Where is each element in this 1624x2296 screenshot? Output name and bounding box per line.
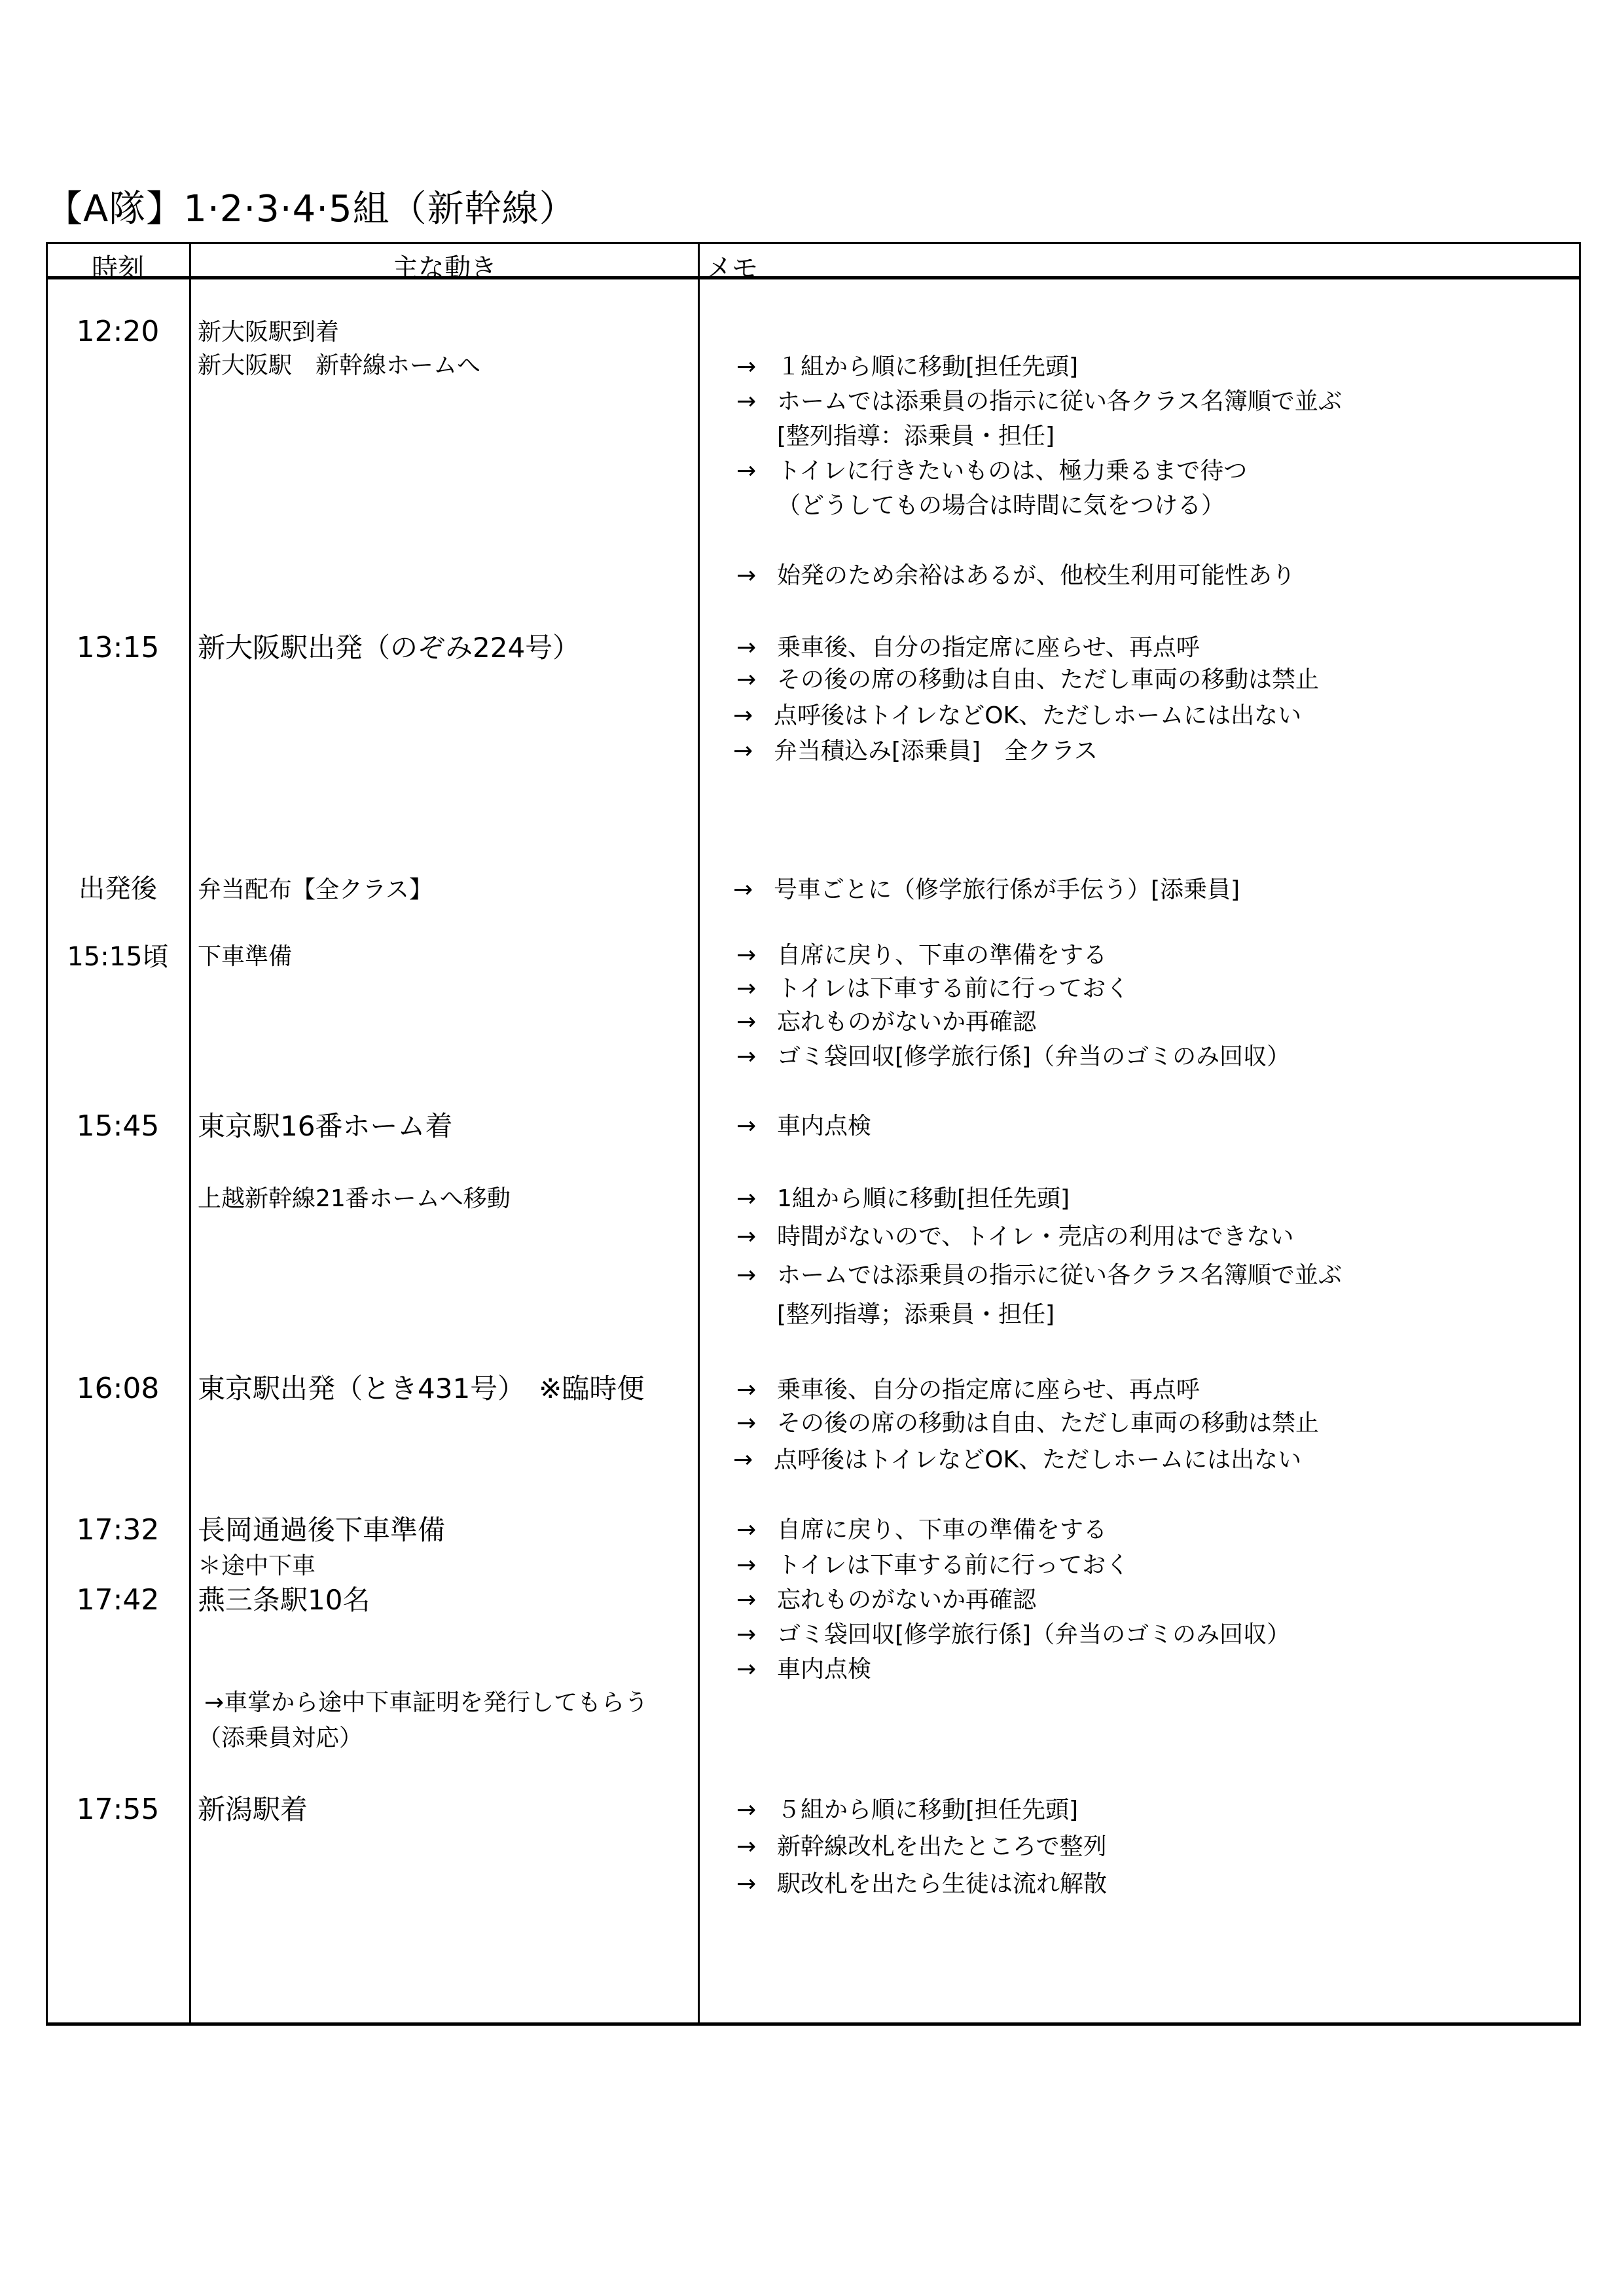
row-time-secondary: 17:42 bbox=[76, 1583, 160, 1617]
header-memo: メモ bbox=[706, 253, 758, 283]
row-action: 新潟駅着 bbox=[198, 1793, 308, 1825]
arrow-right-icon: → bbox=[736, 353, 757, 380]
memo-line: → その後の席の移動は自由、ただし車両の移動は禁止 bbox=[736, 666, 1320, 693]
arrow-right-icon: → bbox=[736, 1656, 757, 1683]
memo-line: → 忘れものがないか再確認 bbox=[736, 1587, 1037, 1613]
memo-line: → 始発のため余裕はあるが、他校生利用可能性あり bbox=[736, 562, 1296, 589]
arrow-right-icon: → bbox=[736, 1871, 757, 1897]
arrow-right-icon: → bbox=[736, 975, 757, 1002]
arrow-right-icon: → bbox=[736, 1410, 757, 1437]
memo-line: → 乗車後、自分の指定席に座らせ、再点呼 bbox=[736, 1376, 1200, 1403]
memo-line: → その後の席の移動は自由、ただし車両の移動は禁止 bbox=[736, 1410, 1320, 1437]
memo-line: → 自席に戻り、下車の準備をする bbox=[736, 1516, 1108, 1543]
row-action: 弁当配布【全クラス】 bbox=[198, 876, 433, 903]
arrow-right-icon: → bbox=[736, 562, 757, 589]
memo-line: → ホームでは添乗員の指示に従い各クラス名簿順で並ぶ bbox=[736, 1262, 1342, 1289]
row-action: 新大阪駅出発（のぞみ224号） bbox=[198, 632, 581, 664]
arrow-right-icon: → bbox=[736, 1113, 757, 1139]
row-time: 15:15頃 bbox=[67, 942, 169, 972]
row-time: 17:55 bbox=[76, 1793, 160, 1826]
memo-line: → 号車ごとに（修学旅行係が手伝う）[添乗員] bbox=[733, 876, 1240, 903]
memo-line: → ゴミ袋回収[修学旅行係]（弁当のゴミのみ回収） bbox=[736, 1621, 1291, 1648]
memo-line: [整列指導；添乗員・担任] bbox=[777, 1301, 1055, 1328]
arrow-right-icon: → bbox=[736, 1262, 757, 1289]
arrow-right-icon: → bbox=[736, 1552, 757, 1579]
memo-line: → 自席に戻り、下車の準備をする bbox=[736, 942, 1108, 969]
row-action: （添乗員対応） bbox=[198, 1725, 363, 1751]
header-time: 時刻 bbox=[92, 253, 144, 283]
header-action: 主な動き bbox=[392, 253, 497, 283]
row-time: 16:08 bbox=[76, 1372, 160, 1405]
arrow-right-icon: → bbox=[736, 1043, 757, 1070]
memo-line: → 乗車後、自分の指定席に座らせ、再点呼 bbox=[736, 634, 1200, 661]
arrow-right-icon: → bbox=[736, 1185, 757, 1212]
row-action: 新大阪駅 新幹線ホームへ bbox=[198, 352, 481, 379]
arrow-right-icon: → bbox=[736, 1833, 757, 1860]
arrow-right-icon: → bbox=[733, 738, 753, 764]
memo-line: → トイレに行きたいものは、極力乗るまで待つ bbox=[736, 457, 1248, 484]
arrow-right-icon: → bbox=[736, 457, 757, 484]
memo-line: → 駅改札を出たら生徒は流れ解散 bbox=[736, 1871, 1108, 1897]
memo-line: → 車内点検 bbox=[736, 1656, 872, 1683]
arrow-right-icon: → bbox=[736, 388, 757, 415]
memo-line: → ゴミ袋回収[修学旅行係]（弁当のゴミのみ回収） bbox=[736, 1043, 1291, 1070]
arrow-right-icon: → bbox=[736, 1376, 757, 1403]
memo-line: → トイレは下車する前に行っておく bbox=[736, 1552, 1130, 1579]
memo-line: （どうしてもの場合は時間に気をつける） bbox=[777, 492, 1225, 519]
arrow-right-icon: → bbox=[733, 1446, 753, 1473]
memo-line: → 点呼後はトイレなどOK、ただしホームには出ない bbox=[733, 1446, 1302, 1473]
row-action: 燕三条駅10名 bbox=[198, 1584, 370, 1616]
memo-line: → トイレは下車する前に行っておく bbox=[736, 975, 1130, 1002]
arrow-right-icon: → bbox=[736, 1587, 757, 1613]
memo-line: → 忘れものがないか再確認 bbox=[736, 1009, 1037, 1035]
memo-line: → ５組から順に移動[担任先頭] bbox=[736, 1797, 1079, 1823]
row-time: 15:45 bbox=[76, 1109, 160, 1143]
memo-line: → 時間がないので、トイレ・売店の利用はできない bbox=[736, 1223, 1294, 1250]
memo-line: → 点呼後はトイレなどOK、ただしホームには出ない bbox=[733, 702, 1302, 729]
arrow-right-icon: → bbox=[736, 1223, 757, 1250]
memo-line: → 1組から順に移動[担任先頭] bbox=[736, 1185, 1070, 1212]
row-action: 東京駅出発（とき431号） ※臨時便 bbox=[198, 1372, 645, 1405]
memo-line: → ホームでは添乗員の指示に従い各クラス名簿順で並ぶ bbox=[736, 388, 1342, 415]
arrow-right-icon: → bbox=[736, 1009, 757, 1035]
memo-line: → １組から順に移動[担任先頭] bbox=[736, 353, 1079, 380]
memo-line: → 弁当積込み[添乗員] 全クラス bbox=[733, 738, 1098, 764]
arrow-right-icon: → bbox=[736, 1516, 757, 1543]
arrow-right-icon: → bbox=[733, 702, 753, 729]
row-action: 上越新幹線21番ホームへ移動 bbox=[198, 1185, 511, 1212]
row-action: 下車準備 bbox=[198, 943, 293, 970]
column-divider-time bbox=[189, 242, 191, 2026]
row-action: 新大阪駅到着 bbox=[198, 319, 340, 346]
memo-line: → 新幹線改札を出たところで整列 bbox=[736, 1833, 1107, 1860]
arrow-right-icon: → bbox=[736, 1621, 757, 1648]
arrow-right-icon: → bbox=[736, 942, 757, 969]
memo-line: [整列指導：添乗員・担任] bbox=[777, 423, 1055, 450]
row-action: 長岡通過後下車準備 bbox=[198, 1514, 446, 1546]
row-time: 12:20 bbox=[76, 315, 160, 348]
row-action: →車掌から途中下車証明を発行してもらう bbox=[204, 1689, 649, 1716]
row-time: 17:32 bbox=[76, 1513, 160, 1547]
row-time: 出発後 bbox=[79, 874, 157, 904]
column-divider-action bbox=[698, 242, 700, 2026]
row-time: 13:15 bbox=[76, 631, 160, 664]
page-title: 【A隊】1·2·3·4·5組（新幹線） bbox=[46, 188, 577, 230]
arrow-right-icon: → bbox=[736, 666, 757, 693]
row-action: 東京駅16番ホーム着 bbox=[198, 1110, 453, 1142]
arrow-right-icon: → bbox=[736, 634, 757, 661]
arrow-right-icon: → bbox=[736, 1797, 757, 1823]
memo-line: → 車内点検 bbox=[736, 1113, 872, 1139]
row-action: ＊途中下車 bbox=[198, 1552, 316, 1579]
arrow-right-icon: → bbox=[733, 876, 753, 903]
